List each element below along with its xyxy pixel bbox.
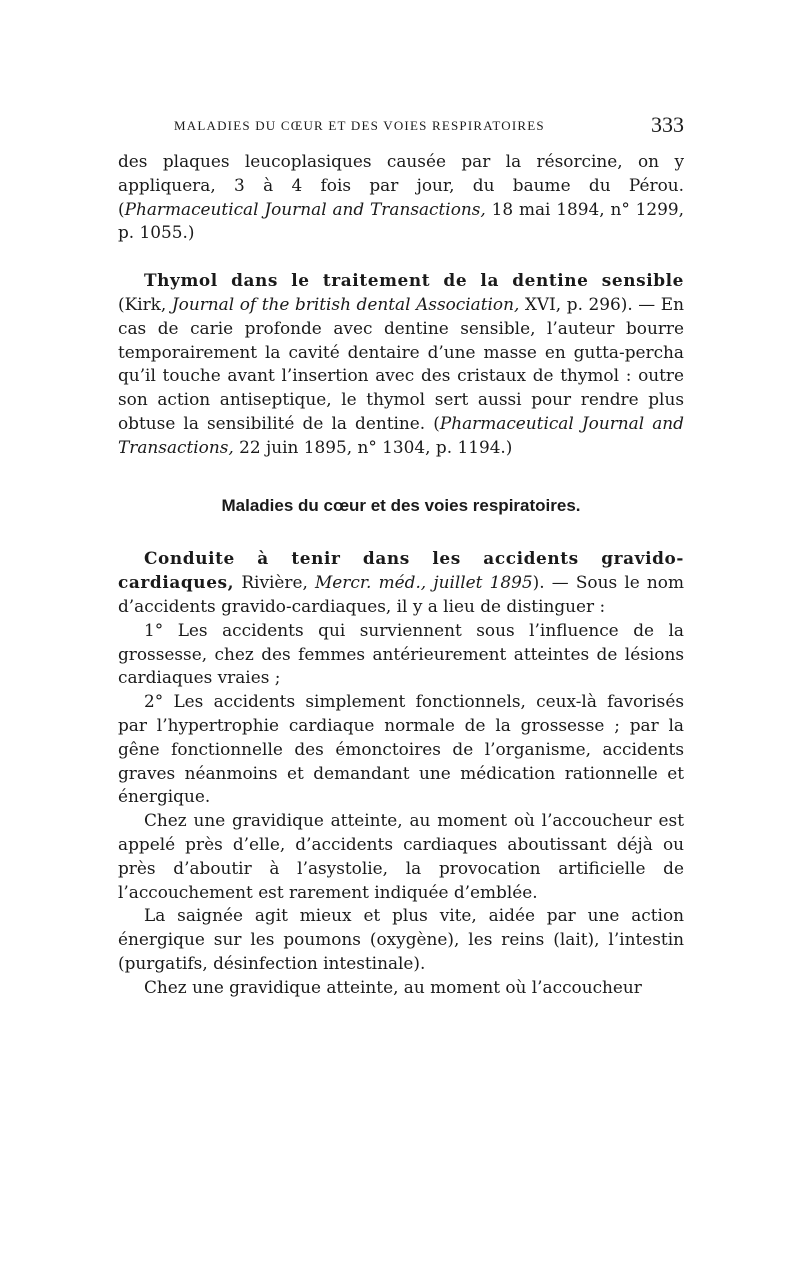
- paragraph-2-heading: Thymol dans le traitement de la dentine sensible: [144, 270, 684, 291]
- section-title: Maladies du cœur et des voies respiratoires.: [221, 495, 581, 515]
- paragraph-7: La saignée agit mieux et plus vite, aidée par une action énergique sur les poumons (oxygène), les reins (lait), l’intestin (purgatifs, désinfection intestinale).: [118, 905, 684, 973]
- paragraph-2-citation: XVI, p. 296). — En cas de carie profonde avec dentine sensible, l’auteur bourre temporairement la cavité dentaire d’une masse en gutta-percha qu’il touche avant l’insertion avec des cristaux de thymol : outre son action antiseptique, le thymol sert aussi pour rendre plus obtuse la sensibilité de la dentine. (: [118, 293, 684, 433]
- paragraph-5: 2° Les accidents simplement fonctionnels, ceux-là favorisés par l’hypertrophie cardiaque normale de la grossesse ; par la gêne fonctionnelle des émonctoires de l’organisme, accidents graves néanmoins et demandant une médication rationnelle et énergique.: [118, 691, 684, 807]
- paragraph-3-author: Rivière,: [234, 572, 316, 593]
- paragraph-4: 1° Les accidents qui surviennent sous l’influence de la grossesse, chez des femmes antérieurement atteintes de lésions cardiaques vraies ;: [118, 619, 684, 688]
- paragraph-3-rest: ). — Sous le nom d’accidents gravido-cardiaques, il y a lieu de distinguer :: [118, 572, 684, 616]
- paragraph-2-ref-journal: Pharmaceutical Journal and Transactions,: [118, 412, 684, 457]
- paragraph-3-journal: Mercr. méd., juillet 1895: [315, 572, 533, 593]
- page-number: 333: [651, 112, 684, 137]
- paragraph-1-journal: Pharmaceutical Journal and Transactions,: [124, 198, 486, 219]
- paragraph-1-text: des plaques leucoplasiques causée par la résorcine, on y appliquera, 3 à 4 fois par jour, du baume du Pérou. (: [118, 151, 684, 219]
- running-title: MALADIES DU CŒUR ET DES VOIES RESPIRATOIRES: [174, 118, 545, 133]
- running-header: [174, 112, 684, 140]
- paragraph-1: [118, 150, 684, 245]
- paragraph-2-ref: 22 juin 1895, n° 1304, p. 1194.): [233, 436, 513, 457]
- paragraph-6: Chez une gravidique atteinte, au moment où l’accoucheur est appelé près d’elle, d’accidents cardiaques aboutissant déjà ou près d’aboutir à l’asystolie, la provocation artificielle de l’accouchement est rarement indiquée d’emblée.: [118, 810, 684, 902]
- paragraph-8: Chez une gravidique atteinte, au moment où l’accoucheur: [144, 976, 642, 997]
- paragraph-3-heading: Conduite à tenir dans les accidents gravido-cardiaques,: [118, 548, 684, 593]
- body-text: [118, 150, 684, 1000]
- paragraph-2: [118, 269, 684, 459]
- paragraph-3: [118, 547, 684, 618]
- paragraph-2-author: (Kirk,: [118, 293, 172, 314]
- paragraph-2-journal: Journal of the british dental Association,: [171, 293, 520, 314]
- paragraph-1-ref: 18 mai 1894, n° 1299, p. 1055.): [118, 198, 684, 243]
